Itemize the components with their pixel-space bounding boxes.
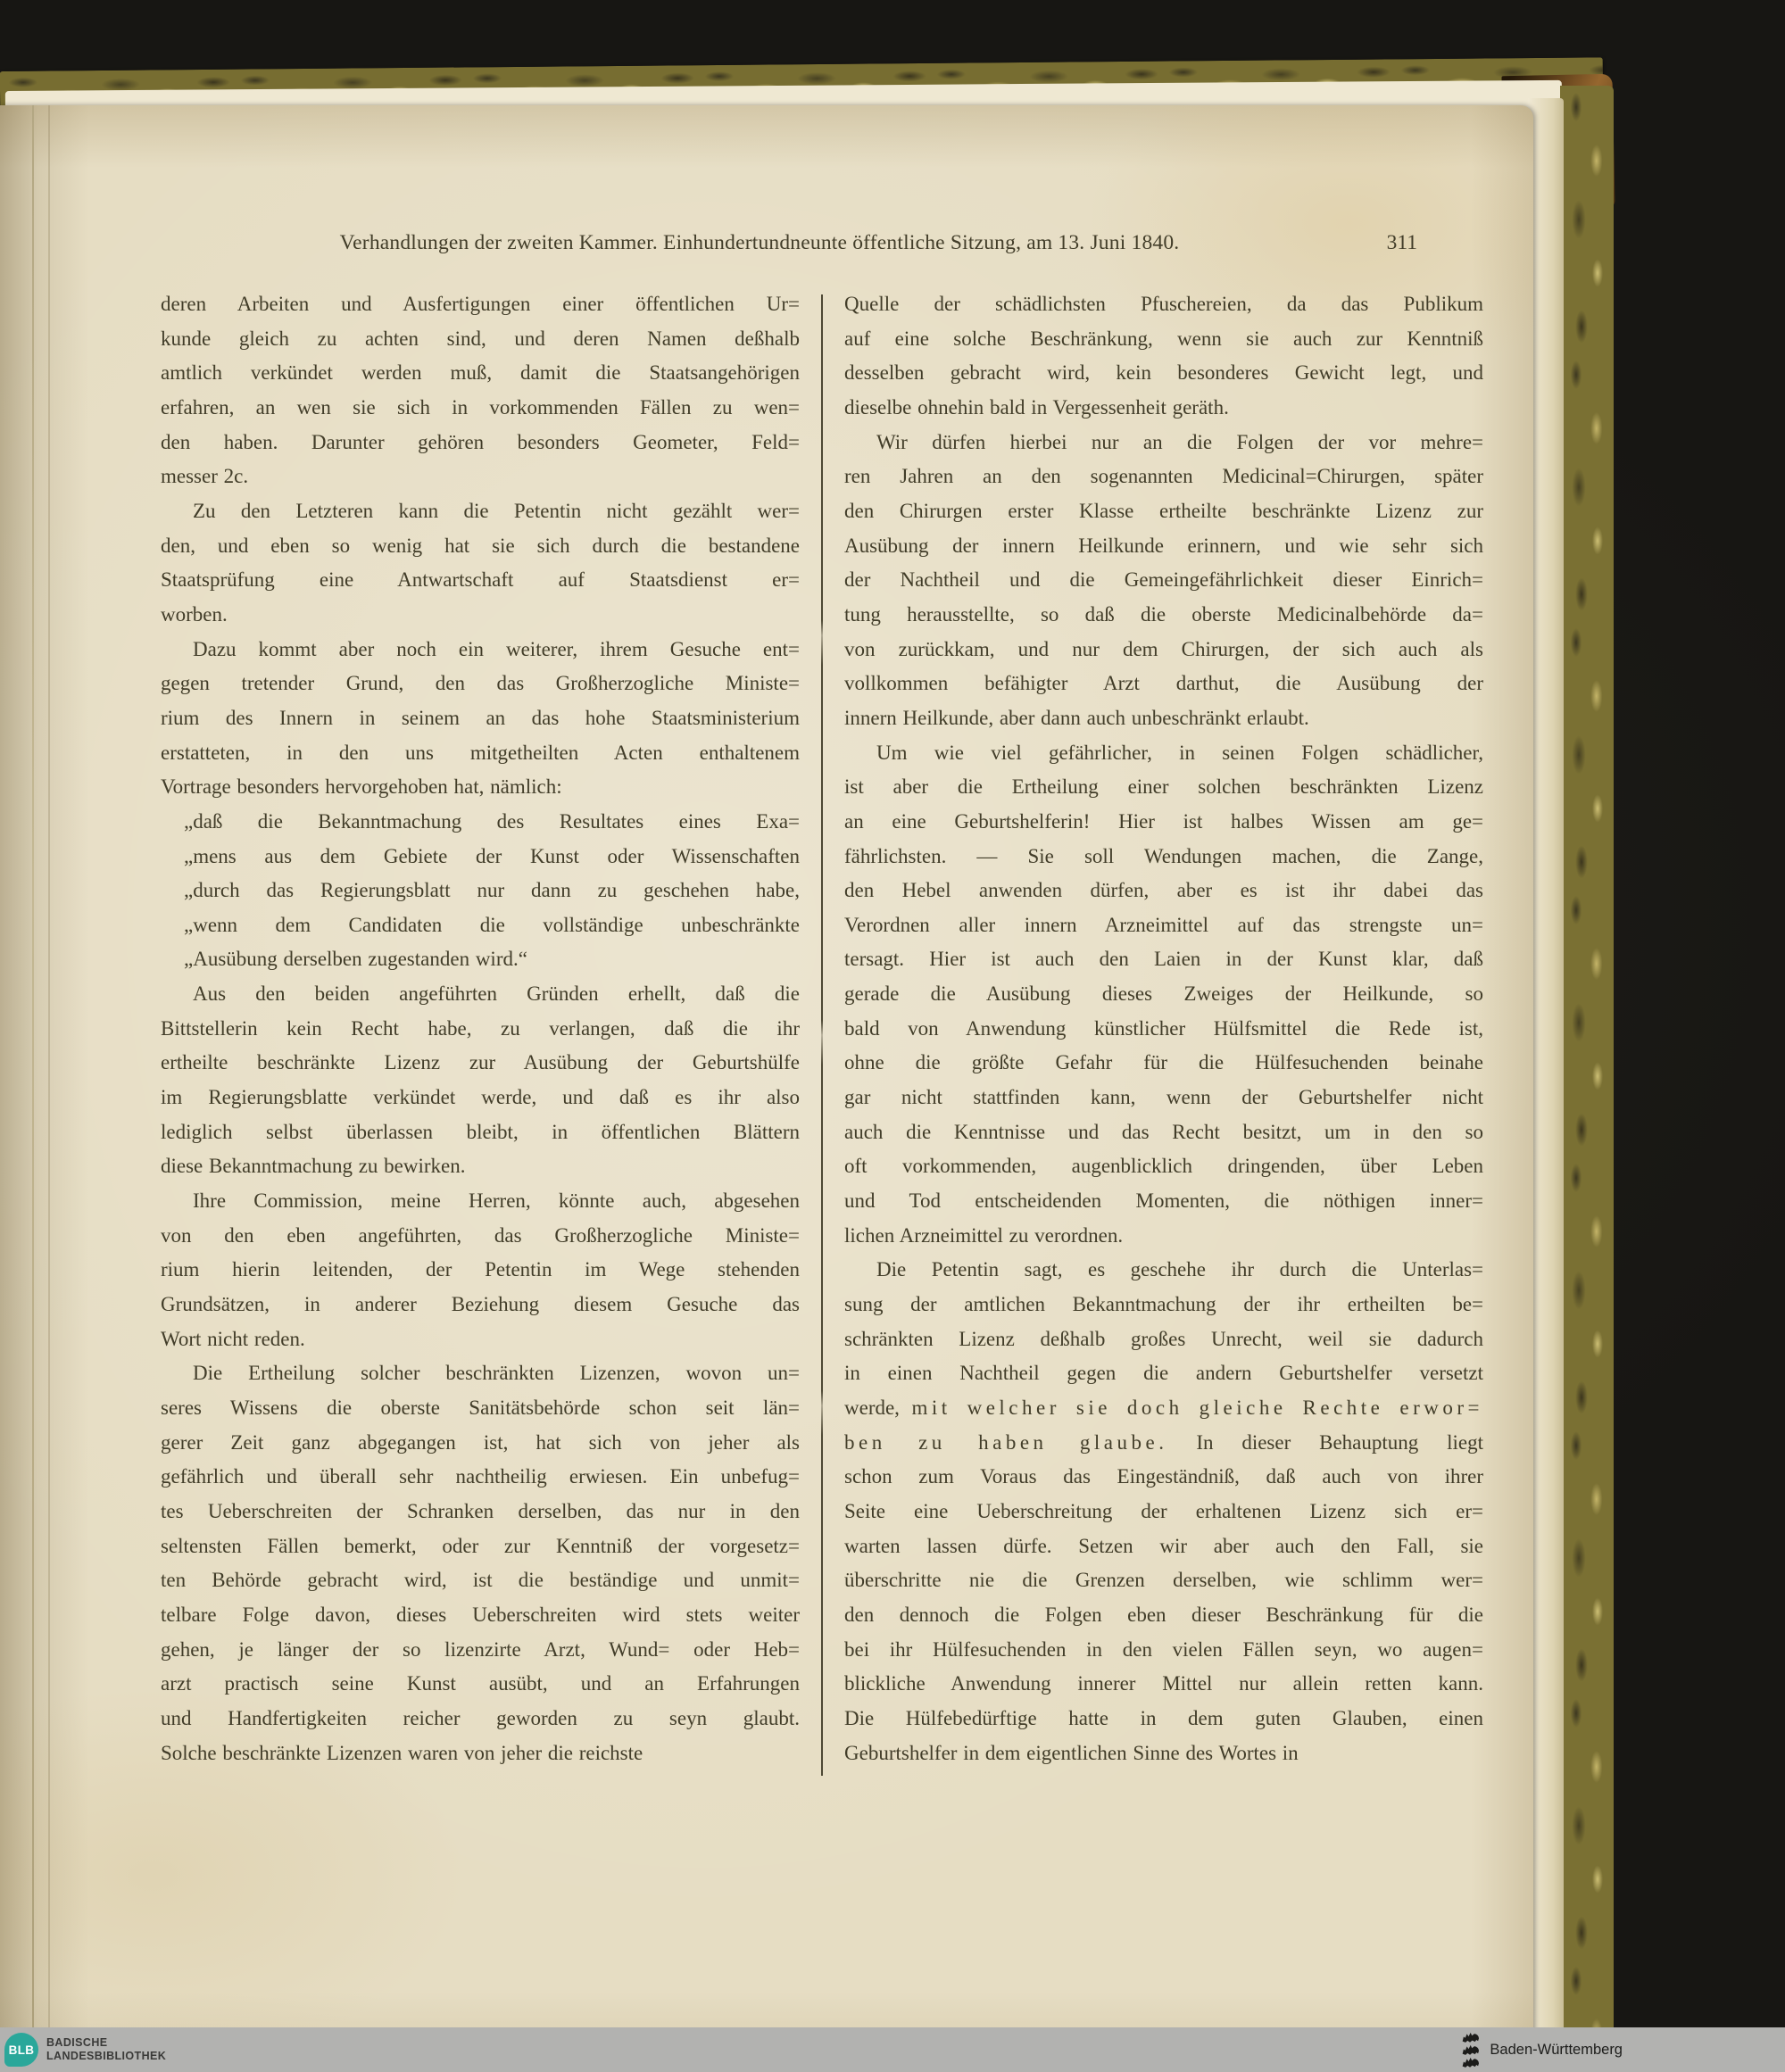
text-line: Die Hülfebedürftige hatte in dem guten Glauben, einen (844, 1706, 1483, 1729)
text-line: Vortrage besonders hervorgehoben hat, nämlich: (161, 775, 562, 799)
text-line: auf eine solche Beschränkung, wenn sie auch zur Kenntniß (844, 327, 1483, 350)
text-line: Grundsätzen, in anderer Beziehung diesem Gesuche das (161, 1293, 800, 1316)
text-line: ohne die größte Gefahr für die Hülfesuchenden beinahe (844, 1051, 1483, 1074)
text-line: den Hebel anwenden dürfen, aber es ist ihr dabei das (844, 879, 1483, 902)
text-line: den dennoch die Folgen eben dieser Beschränkung für die (844, 1603, 1483, 1626)
text-line: schränkten Lizenz deßhalb großes Unrecht, weil sie dadurch (844, 1327, 1483, 1350)
text-line: von zurückkam, und nur dem Chirurgen, der sich auch als (844, 637, 1483, 660)
text-line: gehen, je länger der so lizenzirte Arzt, Wund= oder Heb= (161, 1637, 800, 1661)
underlying-page-edge-right (1528, 98, 1564, 2072)
text-line: erfahren, an wen sie sich in vorkommenden Fällen zu wen= (161, 395, 800, 419)
text-line: und Handfertigkeiten reicher geworden zu seyn glaubt. (161, 1706, 800, 1729)
text-line: überschritte nie die Grenzen derselben, wie schlimm wer= (844, 1569, 1483, 1592)
text-line: rium hierin leitenden, der Petentin im Wege stehenden (161, 1258, 800, 1281)
text-line: „daß die Bekanntmachung des Resultates eines Exa= (184, 809, 800, 833)
text-line: dieselbe ohnehin bald in Vergessenheit geräth. (844, 395, 1229, 419)
text-line: und Tod entscheidenden Momenten, die nöthigen inner= (844, 1189, 1483, 1213)
text-line: gerer Zeit ganz abgegangen ist, hat sich von jeher als (161, 1430, 800, 1454)
blb-logo[interactable] (4, 2033, 38, 2067)
text-line: Wort nicht reden. (161, 1327, 305, 1350)
text-line: „durch das Regierungsblatt nur dann zu geschehen habe, (184, 879, 800, 902)
text-line: deren Arbeiten und Ausfertigungen einer öffentlichen Ur= (161, 293, 800, 315)
text-line: warten lassen dürfe. Setzen wir aber auch den Fall, sie (844, 1534, 1483, 1557)
text-line: erstatteten, in den uns mitgetheilten Acten enthaltenem (161, 741, 800, 764)
text-line: desselben gebracht wird, kein besonderes Gewicht legt, und (844, 361, 1483, 385)
gutter-crease (32, 105, 34, 2072)
text-line: worben. (161, 602, 228, 626)
text-line: tung herausstellte, so daß die oberste Medicinalbehörde da= (844, 602, 1483, 626)
book-binding-right-edge (1560, 86, 1614, 2072)
text-line: gar nicht stattfinden kann, wenn der Geburtshelfer nicht (844, 1086, 1483, 1109)
text-line: Ausübung der innern Heilkunde erinnern, und wie sehr sich (844, 534, 1483, 557)
text-line: Zu den Letzteren kann die Petentin nicht gezählt wer= (193, 499, 800, 522)
paragraph (161, 633, 800, 805)
text-line: fährlichsten. — Sie soll Wendungen machen, die Zange, (844, 844, 1483, 867)
text-line: seltensten Fällen bemerkt, oder zur Kenntniß der vorgesetz= (161, 1534, 800, 1557)
text-line: seres Wissens die oberste Sanitätsbehörde schon seit län= (161, 1397, 800, 1419)
text-line: innern Heilkunde, aber dann auch unbeschränkt erlaubt. (844, 706, 1309, 729)
text-line: Dazu kommt aber noch ein weiterer, ihrem Gesuche ent= (193, 637, 800, 660)
text-line: „wenn dem Candidaten die vollständige unbeschränkte (184, 913, 800, 936)
text-line: werde, mit welcher sie doch gleiche Rechte erwor= (844, 1397, 1483, 1419)
text-line: den haben. Darunter gehören besonders Geometer, Feld= (161, 430, 800, 453)
text-column-right (844, 287, 1483, 1770)
text-line: Staatsprüfung eine Antwartschaft auf Staatsdienst er= (161, 568, 800, 592)
printed-text-block (161, 225, 1483, 1764)
text-line: arzt practisch seine Kunst ausübt, und an Erfahrungen (161, 1672, 800, 1695)
text-line: gefährlich und überall sehr nachtheilig erwiesen. Ein unbefug= (161, 1465, 800, 1488)
text-line: der Nachtheil und die Gemeingefährlichkeit dieser Einrich= (844, 568, 1483, 592)
text-line: bald von Anwendung künstlicher Hülfsmittel die Rede ist, (844, 1016, 1483, 1040)
text-line: Verordnen aller innern Arzneimittel auf das strengste un= (844, 913, 1483, 936)
text-line: rium des Innern in seinem an das hohe Staatsministerium (161, 706, 800, 729)
text-line: in einen Nachtheil gegen die andern Geburtshelfer versetzt (844, 1362, 1483, 1385)
text-line: Die Ertheilung solcher beschränkten Lizenzen, wovon un= (193, 1362, 800, 1385)
paragraph (161, 1356, 800, 1770)
text-line: bei ihr Hülfesuchenden in den vielen Fällen seyn, wo augen= (844, 1637, 1483, 1661)
paragraph (161, 1184, 800, 1356)
text-line: Solche beschränkte Lizenzen waren von jeher die reichste (161, 1741, 643, 1764)
library-name-line2: LANDESBIBLIOTHEK (46, 2050, 167, 2062)
text-line: Um wie viel gefährlicher, in seinen Folgen schädlicher, (876, 741, 1483, 764)
paragraph (161, 977, 800, 1184)
text-line: Quelle der schädlichsten Pfuschereien, da das Publikum (844, 293, 1483, 315)
text-line: gegen tretender Grund, den das Großherzogliche Ministe= (161, 672, 800, 695)
text-column-left (161, 287, 800, 1770)
letterspaced-emphasis: ben zu haben glaube. (844, 1430, 1168, 1454)
text-line: ertheilte beschränkte Lizenz zur Ausübung der Geburtshülfe (161, 1051, 800, 1074)
page-number: 311 (1386, 231, 1417, 254)
text-line: von den eben angeführten, das Großherzogliche Ministe= (161, 1223, 800, 1247)
text-line: Bittstellerin kein Recht habe, zu verlangen, daß die ihr (161, 1016, 800, 1040)
text-line: tersagt. Hier ist auch den Laien in der Kunst klar, daß (844, 948, 1483, 971)
paragraph (844, 736, 1483, 1254)
text-line: ren Jahren an den sogenannten Medicinal=Chirurgen, später (844, 465, 1483, 488)
letterspaced-emphasis: mit welcher sie doch gleiche Rechte erwor= (911, 1397, 1483, 1419)
text-line: auch die Kenntnisse und das Recht besitzt, um in den so (844, 1120, 1483, 1143)
text-line: kunde gleich zu achten sind, und deren Namen deßhalb (161, 327, 800, 350)
page-header-title: Verhandlungen der zweiten Kammer. Einhundertundneunte öffentliche Sitzung, am 13. Juni 1840. (339, 231, 1180, 254)
paragraph (161, 494, 800, 633)
text-line: lediglich selbst überlassen bleibt, in öffentlichen Blättern (161, 1120, 800, 1143)
text-line: vollkommen befähigter Arzt darthut, die Ausübung der (844, 672, 1483, 695)
text-line: lichen Arzneimittel zu verordnen. (844, 1223, 1124, 1247)
text-line: messer 2c. (161, 465, 249, 488)
text-line: „Ausübung derselben zugestanden wird.“ (184, 948, 527, 971)
text-line: ten Behörde gebracht wird, ist die beständige und unmit= (161, 1569, 800, 1592)
text-line: sung der amtlichen Bekanntmachung der ihr ertheilten be= (844, 1293, 1483, 1316)
text-line: gerade die Ausübung dieses Zweiges der Heilkunde, so (844, 982, 1483, 1006)
page-header (161, 225, 1483, 264)
paragraph (844, 287, 1483, 426)
text-line: oft vorkommenden, augenblicklich dringenden, über Leben (844, 1155, 1483, 1178)
paragraph (844, 426, 1483, 736)
text-line: Geburtshelfer in dem eigentlichen Sinne des Wortes in (844, 1741, 1299, 1764)
text-line: im Regierungsblatte verkündet werde, und daß es ihr also (161, 1086, 800, 1109)
text-line: an eine Geburtshelferin! Hier ist halbes Wissen am ge= (844, 809, 1483, 833)
text-line: diese Bekanntmachung zu bewirken. (161, 1155, 466, 1178)
state-name-label: Baden-Württemberg (1490, 2041, 1623, 2058)
text-line: blickliche Anwendung innerer Mittel nur allein retten kann. (844, 1672, 1483, 1695)
text-line: ist aber die Ertheilung einer solchen beschränkten Lizenz (844, 775, 1483, 799)
gutter-crease-light (48, 105, 50, 2072)
text-line: telbare Folge davon, dieses Ueberschreiten wird stets weiter (161, 1603, 800, 1626)
blb-logo-text: BLB (8, 2043, 35, 2057)
library-name[interactable] (46, 2036, 166, 2063)
text-line: Die Petentin sagt, es geschehe ihr durch die Unterlas= (876, 1258, 1483, 1281)
text-line: Aus den beiden angeführten Gründen erhellt, daß die (193, 982, 800, 1006)
text-line: Wir dürfen hierbei nur an die Folgen der vor mehre= (876, 430, 1483, 453)
baden-wuerttemberg-logo[interactable] (1461, 2027, 1623, 2072)
library-name-line1: BADISCHE (46, 2036, 108, 2049)
text-line: „mens aus dem Gebiete der Kunst oder Wissenschaften (184, 844, 800, 867)
text-line: ben zu haben glaube. In dieser Behauptung liegt (844, 1430, 1483, 1454)
text-line: den, und eben so wenig hat sie sich durch die bestandene (161, 534, 800, 557)
text-line: tes Ueberschreiten der Schranken derselben, das nur in den (161, 1499, 800, 1522)
column-divider-rule (821, 294, 823, 1776)
text-line: amtlich verkündet werden muß, damit die Staatsangehörigen (161, 361, 800, 385)
quote-paragraph (161, 805, 800, 977)
three-lions-icon (1461, 2031, 1481, 2068)
text-line: den Chirurgen erster Klasse ertheilte beschränkte Lizenz zur (844, 499, 1483, 522)
paragraph (844, 1253, 1483, 1770)
text-line: schon zum Voraus das Eingeständniß, daß auch von ihrer (844, 1465, 1483, 1488)
paragraph (161, 287, 800, 494)
text-line: Ihre Commission, meine Herren, könnte auch, abgesehen (193, 1189, 800, 1213)
text-line: Seite eine Ueberschreitung der erhaltenen Lizenz sich er= (844, 1499, 1483, 1522)
viewer-footer-bar (0, 2027, 1785, 2072)
